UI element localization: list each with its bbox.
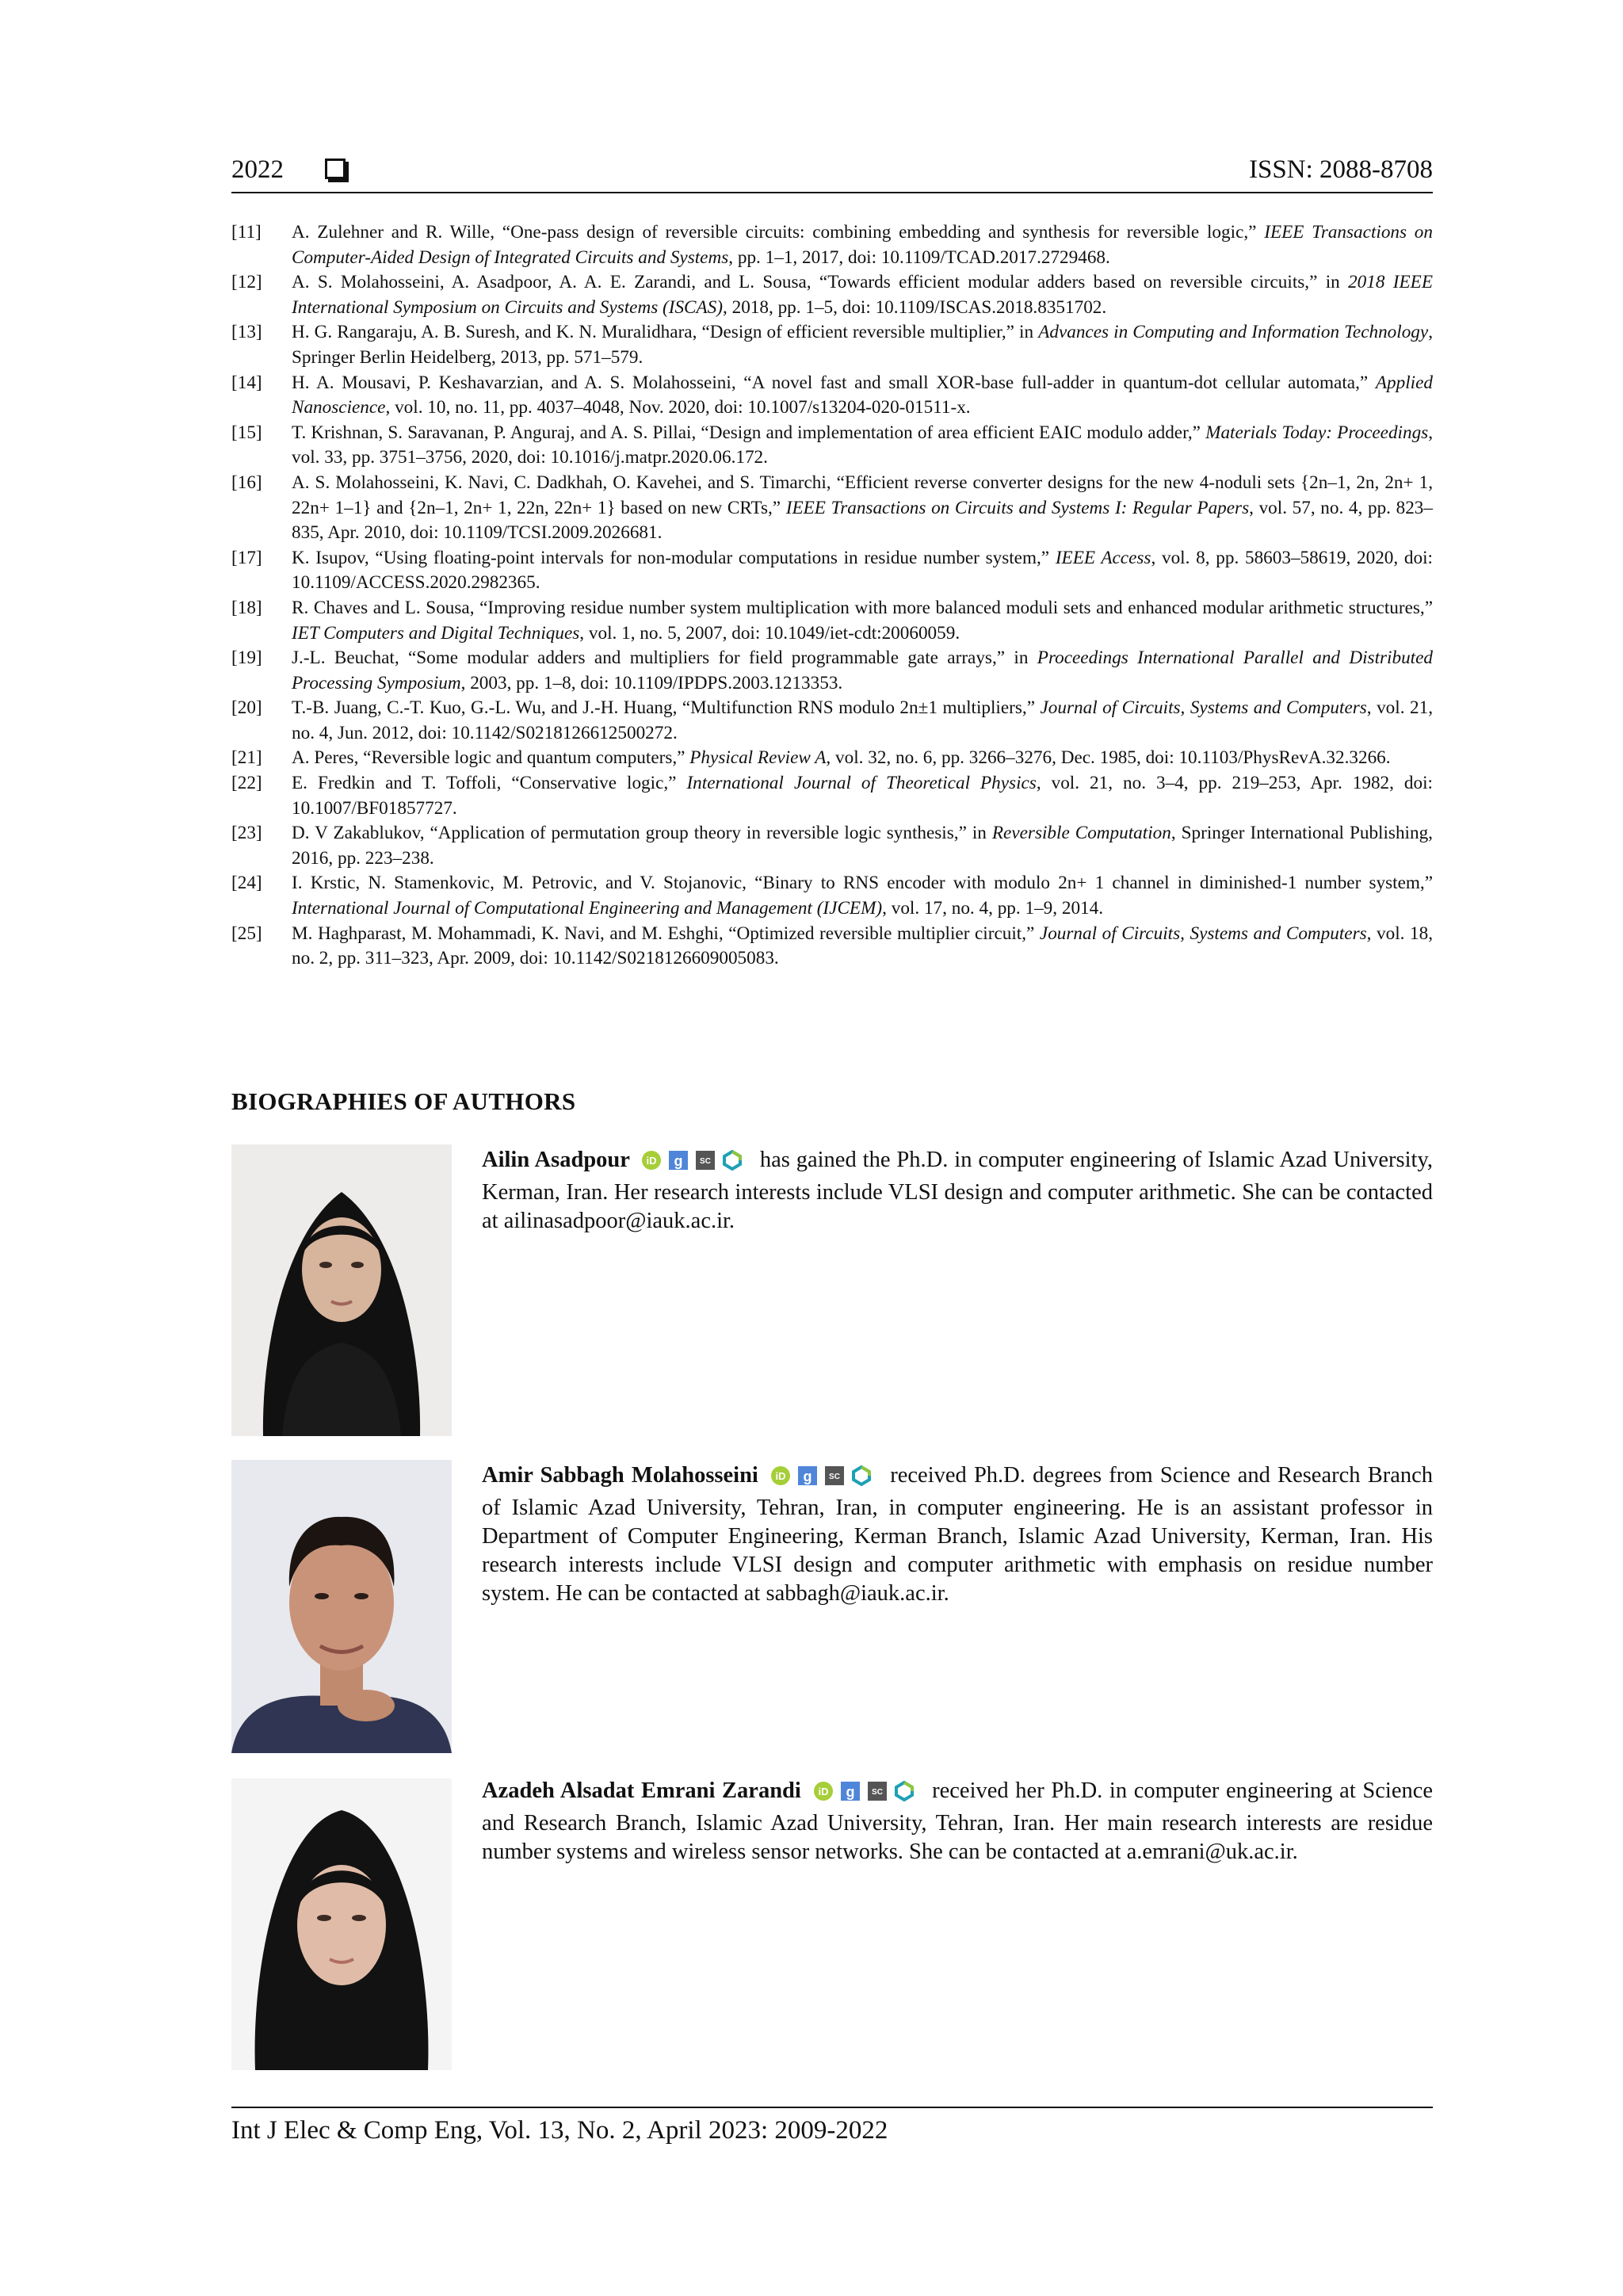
reference-segment: , Springer International Publishing, 2016, pp. 223–238. [292, 823, 1433, 869]
reference-item [231, 546, 1433, 596]
reference-number: [15] [231, 422, 262, 443]
reference-text [292, 548, 1433, 594]
reference-segment: , vol. 32, no. 6, pp. 3266–3276, Dec. 1985, doi: 10.1103/PhysRevA.32.3266. [826, 747, 1391, 769]
reference-item [231, 371, 1433, 421]
orcid-icon[interactable] [641, 1150, 662, 1171]
reference-segment: A. S. Molahosseini, K. Navi, C. Dadkhah, O. Kavehei, and S. Timarchi, “Efficient reverse converter designs for the new 4-noduli sets {2n–1, 2n, 2n+ 1, 22n+ 1–1} and {2n–1, 2n+ 1, 22n, 22n+ 1} based on new CRTs,” [292, 472, 1433, 518]
author-photo-asadpour [231, 1144, 452, 1436]
reference-venue: IET Computers and Digital Techniques [292, 622, 580, 644]
reference-venue: 2018 IEEE International Symposium on Circuits and Systems (ISCAS) [292, 272, 1433, 318]
reference-item [231, 471, 1433, 546]
svg-text:SC: SC [829, 1473, 841, 1481]
reference-segment: , vol. 8, pp. 58603–58619, 2020, doi: 10.1109/ACCESS.2020.2982365. [292, 547, 1434, 594]
reference-venue: Advances in Computing and Information Technology [1038, 322, 1429, 343]
reference-number: [23] [231, 823, 262, 844]
reference-number: [14] [231, 372, 262, 393]
reference-segment: , pp. 1–1, 2017, doi: 10.1109/TCAD.2017.2729468. [728, 246, 1110, 268]
reference-item [231, 922, 1433, 972]
reference-segment: , 2018, pp. 1–5, doi: 10.1109/ISCAS.2018.8351702. [723, 296, 1107, 318]
reference-item [231, 320, 1433, 370]
reference-number: [12] [231, 272, 262, 293]
svg-text:iD: iD [775, 1470, 786, 1482]
orcid-icon[interactable] [770, 1465, 791, 1486]
reference-text [292, 222, 1433, 268]
google-scholar-icon[interactable] [797, 1465, 818, 1486]
reference-segment: , vol. 10, no. 11, pp. 4037–4048, Nov. 2020, doi: 10.1007/s13204-020-01511-x. [385, 397, 971, 418]
reference-text [292, 873, 1433, 919]
reference-venue: Physical Review A [689, 747, 827, 769]
biographies-heading: BIOGRAPHIES OF AUTHORS [231, 1087, 576, 1115]
profile-icons [813, 1781, 921, 1809]
reference-segment: , vol. 1, no. 5, 2007, doi: 10.1049/iet-cdt:20060059. [579, 622, 960, 644]
publons-icon[interactable] [722, 1150, 743, 1171]
reference-venue: Journal of Circuits, Systems and Computers [1040, 697, 1367, 719]
author-name: Azadeh Alsadat Emrani Zarandi [482, 1778, 801, 1803]
reference-item [231, 421, 1433, 471]
profile-icons [641, 1150, 749, 1179]
author-name: Ailin Asadpour [482, 1148, 630, 1172]
reference-item [231, 270, 1433, 320]
reference-text [292, 923, 1433, 969]
page-footer [231, 2107, 1433, 2143]
reference-segment: T. Krishnan, S. Saravanan, P. Anguraj, and A. S. Pillai, “Design and implementation of area efficient EAIC modulo adder,” [292, 422, 1206, 443]
author-bio-text: received Ph.D. degrees from Science and Research Branch of Islamic Azad University, Tehran, Iran, in computer engineering. He is an assistant professor in Department of Computer Engineering, Kerman Branch, Islamic Azad University, Kerman, Iran. His research interests include VLSI design and computer arithmetic with emphasis on residue number system. He can be contacted at sabbagh@iauk.ac.ir. [482, 1463, 1433, 1606]
reference-number: [24] [231, 873, 262, 894]
reference-text [292, 472, 1433, 543]
reference-segment: T.-B. Juang, C.-T. Kuo, G.-L. Wu, and J.-H. Huang, “Multifunction RNS modulo 2n±1 multipliers,” [292, 697, 1041, 719]
svg-text:g: g [803, 1469, 812, 1484]
issn: ISSN: 2088-8708 [1249, 155, 1433, 184]
author-bio [482, 1461, 1433, 1608]
reference-item [231, 821, 1433, 871]
reference-number: [17] [231, 547, 262, 568]
reference-venue: Applied Nanoscience [292, 372, 1433, 418]
reference-segment: M. Haghparast, M. Mohammadi, K. Navi, and M. Eshghi, “Optimized reversible multiplier circuit,” [292, 923, 1040, 944]
reference-number: [22] [231, 773, 262, 794]
reference-number: [13] [231, 322, 262, 343]
svg-text:SC: SC [699, 1157, 711, 1166]
svg-text:SC: SC [871, 1788, 883, 1797]
reference-venue: IEEE Access [1055, 547, 1151, 568]
author-name: Amir Sabbagh Molahosseini [482, 1463, 758, 1488]
reference-venue: IEEE Transactions on Computer-Aided Design of Integrated Circuits and Systems [292, 222, 1433, 268]
reference-segment: , vol. 17, no. 4, pp. 1–9, 2014. [882, 898, 1104, 919]
reference-text [292, 697, 1433, 743]
reference-segment: H. A. Mousavi, P. Keshavarzian, and A. S. Molahosseini, “A novel fast and small XOR-base full-adder in quantum-dot cellular automata,” [292, 372, 1376, 393]
reference-segment: , vol. 57, no. 4, pp. 823–835, Apr. 2010, doi: 10.1109/TCSI.2009.2026681. [292, 497, 1433, 544]
reference-segment: I. Krstic, N. Stamenkovic, M. Petrovic, and V. Stojanovic, “Binary to RNS encoder with modulo 2n+ 1 channel in diminished-1 number system,” [292, 873, 1433, 894]
scopus-icon[interactable] [695, 1150, 716, 1171]
reference-segment: D. V Zakablukov, “Application of permutation group theory in reversible logic synthesis,” in [292, 823, 992, 844]
scopus-icon[interactable] [824, 1465, 845, 1486]
reference-segment: , vol. 33, pp. 3751–3756, 2020, doi: 10.1016/j.matpr.2020.06.172. [292, 422, 1433, 468]
google-scholar-icon[interactable] [840, 1781, 861, 1801]
reference-item [231, 220, 1433, 270]
reference-venue: IEEE Transactions on Circuits and Systems I: Regular Papers [785, 497, 1250, 518]
reference-number: [16] [231, 472, 262, 493]
reference-venue: Reversible Computation [991, 823, 1171, 844]
reference-text [292, 272, 1433, 318]
reference-text [292, 598, 1433, 644]
reference-text [292, 773, 1433, 819]
reference-text [292, 322, 1433, 368]
reference-text [292, 372, 1433, 418]
reference-item [231, 646, 1433, 696]
reference-venue: International Journal of Theoretical Physics [686, 773, 1037, 794]
reference-item [231, 746, 1433, 771]
reference-segment: A. S. Molahosseini, A. Asadpoor, A. A. E. Zarandi, and L. Sousa, “Towards efficient modular adders based on reversible circuits,” in [292, 272, 1349, 293]
reference-venue: Materials Today: Proceedings [1205, 422, 1429, 443]
reference-segment: A. Peres, “Reversible logic and quantum computers,” [292, 747, 690, 769]
publons-icon[interactable] [894, 1781, 915, 1801]
reference-number: [18] [231, 597, 262, 618]
reference-item [231, 696, 1433, 746]
page-header [231, 152, 1433, 193]
reference-item [231, 771, 1433, 821]
scopus-icon[interactable] [867, 1781, 888, 1801]
reference-segment: A. Zulehner and R. Wille, “One-pass design of reversible circuits: combining embedding and synthesis for reversible logic,” [292, 222, 1265, 243]
reference-item [231, 596, 1433, 646]
reference-list [231, 220, 1433, 972]
reference-segment: , vol. 21, no. 4, Jun. 2012, doi: 10.1142/S0218126612500272. [292, 697, 1434, 743]
reference-number: [25] [231, 923, 262, 944]
author-bio [482, 1777, 1433, 1866]
google-scholar-icon[interactable] [668, 1150, 689, 1171]
reference-segment: , vol. 21, no. 3–4, pp. 219–253, Apr. 1982, doi: 10.1007/BF01857727. [292, 773, 1433, 819]
reference-segment: J.-L. Beuchat, “Some modular adders and multipliers for field programmable gate arrays,” in [292, 648, 1037, 669]
svg-text:iD: iD [818, 1786, 828, 1797]
reference-segment: E. Fredkin and T. Toffoli, “Conservative logic,” [292, 773, 687, 794]
reference-number: [20] [231, 697, 262, 719]
author-bio-text: has gained the Ph.D. in computer engineering of Islamic Azad University, Kerman, Iran. Her research interests include VLSI design and computer arithmetic. She can be contacted at ailinasadpoor@iauk.ac.ir. [482, 1148, 1433, 1233]
reference-segment: K. Isupov, “Using floating-point intervals for non-modular computations in residue number system,” [292, 547, 1056, 568]
reference-venue: Journal of Circuits, Systems and Computers [1039, 923, 1367, 944]
svg-text:g: g [674, 1153, 683, 1169]
author-photo-zarandi [231, 1778, 452, 2070]
journal-citation: Int J Elec & Comp Eng, Vol. 13, No. 2, April 2023: 2009-2022 [231, 2116, 888, 2145]
checkbox-square-icon [325, 159, 346, 179]
reference-segment: R. Chaves and L. Sousa, “Improving residue number system multiplication with more balanced moduli sets and enhanced modular arithmetic structures,” [292, 597, 1433, 618]
svg-text:iD: iD [646, 1155, 657, 1167]
reference-number: [19] [231, 648, 262, 669]
reference-number: [11] [231, 222, 262, 243]
reference-text [292, 422, 1433, 468]
reference-text [292, 823, 1433, 869]
page-number: 2022 [231, 155, 284, 184]
reference-segment: H. G. Rangaraju, A. B. Suresh, and K. N. Muralidhara, “Design of efficient reversible multiplier,” in [292, 322, 1039, 343]
author-bio [482, 1146, 1433, 1236]
reference-segment: , Springer Berlin Heidelberg, 2013, pp. 571–579. [292, 322, 1433, 368]
reference-segment: , vol. 18, no. 2, pp. 311–323, Apr. 2009, doi: 10.1142/S0218126609005083. [292, 923, 1433, 969]
reference-venue: Proceedings International Parallel and Distributed Processing Symposium [292, 648, 1433, 693]
profile-icons [770, 1465, 878, 1494]
reference-segment: , 2003, pp. 1–8, doi: 10.1109/IPDPS.2003.1213353. [460, 672, 843, 693]
author-photo-molahosseini [231, 1460, 452, 1753]
svg-text:g: g [846, 1784, 854, 1800]
reference-item [231, 871, 1433, 921]
reference-venue: International Journal of Computational Engineering and Management (IJCEM) [292, 898, 883, 919]
reference-text [292, 648, 1433, 693]
orcid-icon[interactable] [813, 1781, 834, 1801]
publons-icon[interactable] [851, 1465, 872, 1486]
reference-number: [21] [231, 747, 262, 769]
reference-text [292, 747, 1391, 768]
author-bio-text: received her Ph.D. in computer engineering at Science and Research Branch, Islamic Azad University, Tehran, Iran. Her main research interests are residue number systems and wireless sensor networks. She can be contacted at a.emrani@uk.ac.ir. [482, 1778, 1434, 1864]
